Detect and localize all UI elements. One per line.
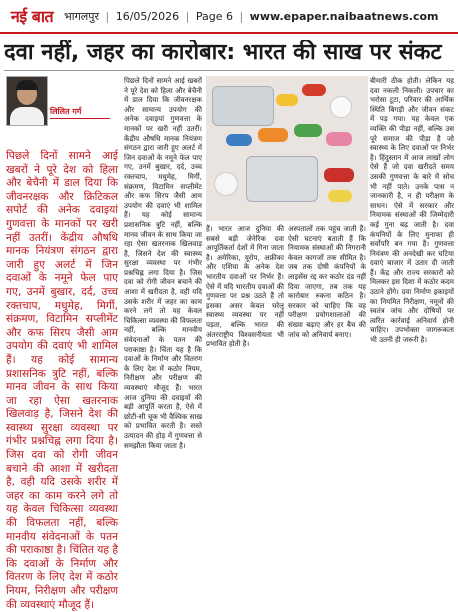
column-1-text: पिछले दिनों सामने आई खबरों ने पूरे देश को हिला और बेचैनी में डाल दिया कि जीवनरक्षक और सामान्य उपयोग की अनेक दवाइयां गुणवत्ता के मानकों पर खरी नहीं उतरीं। केंद्रीय औषधि मानक नियंत्रण संगठन द्वारा जारी हुए अलर्ट में जिन दवाओं के नमूने फेल पाए गए, उनमें बुखार, दर्द, उच्च रक्तचाप, मधुमेह, मिर्गी, संक्रमण, विटामिन सप्लीमेंट और कफ सिरप जैसी आम उपयोग की दवाएं भी शामिल हैं। यह कोई सामान्य प्रशासनिक त्रुटि नहीं, बल्कि मानव जीवन के साथ किया जा रहा ऐसा खतरनाक खिलवाड़ है, जिसने देश की स्वास्थ्य सुरक्षा व्यवस्था पर गंभीर प्रश्नचिह्न लगा दिया है। जिस दवा को रोगी जीवन बचाने की आशा में खरीदता है, वही यदि उसके शरीर में जहर का काम करने लगे तो यह केवल चिकित्सा व्यवस्था की विफलता नहीं, बल्कि मानवीय संवेदनाओं के पतन की पराकाष्ठा है। चिंता यह है कि दवाओं के निर्माण और वितरण के लिए देश में कठोर नियम, निरीक्षण और परीक्षण की व्यवस्थाएं मौजूद हैं। भारत आज दुनिया की दवाइयों की बड़ी आपूर्ति करता है, ऐसे में छोटी-सी चूक भी वैश्विक साख को प्रभावित करती है। सस्ते उत्पादन की होड़ में गुणवत्ता से समझौता किया जाता है। [124,76,202,450]
author-photo [6,76,48,126]
column-4-text: बीमारी ठीक होती। लेकिन यह दवा नकली निकली। उपचार का भरोसा टूटा, परिवार की आर्थिक स्थिति बिगड़ी और जीवन संकट में पड़ गया। यह केवल एक व्यक्ति की पीड़ा नहीं, बल्कि उस पूरे समाज की पीड़ा है जो स्वास्थ्य के लिए दवाओं पर निर्भर है। हिंदुस्तान में आज लाखों लोग ऐसे हैं जो दवा खरीदते समय उसकी गुणवत्ता के बारे में सोच भी नहीं पाते। उनके पास न जानकारी है, न ही परीक्षण के साधन। ऐसे में सरकार और नियामक संस्थाओं की जिम्मेदारी कई गुना बढ़ जाती है। दवा कंपनियों के लिए मुनाफा ही सर्वोपरि बन गया है। गुणवत्ता नियंत्रण की अनदेखी कर घटिया दवाएं बाजार में उतार दी जाती हैं। केंद्र और राज्य सरकारों को मिलकर इस दिशा में कठोर कदम उठाने होंगे। दवा निर्माण इकाइयों का नियमित निरीक्षण, नमूनों की स्वतंत्र जांच और दोषियों पर त्वरित कार्रवाई अनिवार्य होनी चाहिए। उपभोक्ता जागरूकता भी उतनी ही जरूरी है। [370,76,454,345]
pill-red [302,84,326,96]
author-underline [50,118,110,119]
separator: | [105,9,110,23]
pill-yellow [328,190,352,202]
author-photo-hair [16,80,38,90]
article-column-4 [370,76,454,496]
column-3-text: अस्पतालों तक पहुंच जाती हैं। ऐसी घटनाएं बताती हैं कि नियामक संस्थाओं की निगरानी केवल कागजों तक सीमित है। जब तक दोषी कंपनियों के लाइसेंस रद्द कर कठोर दंड नहीं दिया जाएगा, तब तक यह कारोबार रुकना कठिन है। सरकार को चाहिए कि वह परीक्षण प्रयोगशालाओं की संख्या बढ़ाए और हर बैच की जांच को अनिवार्य बनाए। [288,224,366,339]
page-label: Page 6 [195,9,233,23]
author-name: लिलित गर्ग [50,107,82,116]
pill-yellow [276,94,298,106]
pill-pink [326,132,352,146]
pill-white [330,96,352,118]
column-2-text: हैं। भारत आज दुनिया की सबसे बड़ी जेनेरिक दवा आपूर्तिकर्ता देशों में गिना जाता है। अमेरिका, यूरोप, अफ्रीका और एशिया के अनेक देश भारतीय दवाओं पर निर्भर हैं। ऐसे में यदि भारतीय दवाओं की गुणवत्ता पर प्रश्न उठते हैं तो इसका असर केवल घरेलू स्वास्थ्य व्यवस्था पर नहीं पड़ता, बल्कि भारत की अंतरराष्ट्रीय विश्वसनीयता भी प्रभावित होती है। [206,224,284,349]
pill-blue [226,134,252,146]
pill-orange [258,128,288,142]
medicine-photo [206,76,368,221]
pill-red [324,168,354,182]
date-label: 16/05/2026 [115,9,180,23]
separator: | [239,9,244,23]
author-photo-body [10,107,44,126]
author-block [6,76,118,146]
article-column-2 [206,224,284,496]
headline-divider [4,70,454,71]
pill-blister [212,86,274,126]
newspaper-logo [6,2,58,30]
pill-blister [246,156,318,202]
article-column-1 [124,76,202,496]
masthead [0,0,458,34]
masthead-meta [64,9,438,24]
separator: | [185,9,190,23]
site-link[interactable]: www.epaper.naibaatnews.com [249,9,439,23]
pull-quote: पिछले दिनों सामने आई खबरों ने पूरे देश को हिला और बेचैनी में डाल दिया कि जीवनरक्षक और क्रिटिकल सपोर्ट की अनेक दवाइयां गुणवत्ता के मानकों पर खरी नहीं उतरीं। केंद्रीय औषधि मानक नियंत्रण संगठन द्वारा जारी हुए अलर्ट में जिन दवाओं के नमूने फेल पाए गए, उनमें बुखार, दर्द, उच्च रक्तचाप, मधुमेह, मिर्गी, संक्रमण, विटामिन सप्लीमेंट और कफ सिरप जैसी आम उपयोग की दवाएं भी शामिल हैं। यह कोई सामान्य प्रशासनिक त्रुटि नहीं, बल्कि मानव जीवन के साथ किया जा रहा ऐसा खतरनाक खिलवाड़ है, जिसने देश की स्वास्थ्य सुरक्षा व्यवस्था पर गंभीर प्रश्नचिह्न लगा दिया है। जिस दवा को रोगी जीवन बचाने की आशा में खरीदता है, वही यदि उसके शरीर में जहर का काम करने लगे तो यह केवल चिकित्सा व्यवस्था की विफलता नहीं, बल्कि मानवीय संवेदनाओं के पतन की पराकाष्ठा है। चिंतित यह है कि दवाओं के निर्माण और वितरण के लिए देश में कठोर नियम, निरीक्षण और परीक्षण की व्यवस्थाएं मौजूद हैं। [6,150,119,611]
article-column-3 [288,224,366,496]
article-headline: दवा नहीं, जहर का कारोबार: भारत की साख पर संकट [4,40,442,65]
city-label: भागलपुर [64,9,99,23]
pill-green [294,124,322,137]
logo-text: नई बात [10,7,54,26]
pill-white [214,172,238,196]
